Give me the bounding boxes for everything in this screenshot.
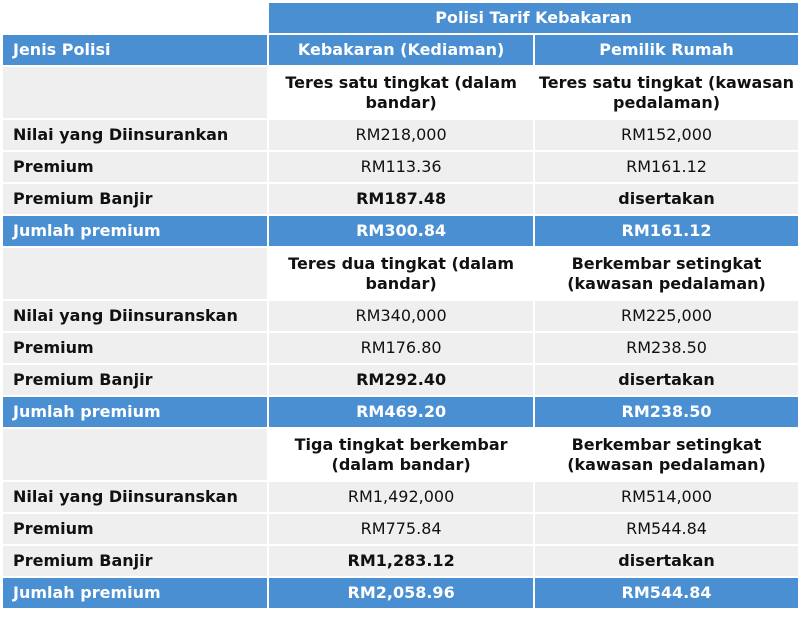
row-col1-value: RM176.80	[269, 333, 533, 363]
row-col2-value: disertakan	[535, 184, 798, 214]
table-row	[3, 152, 798, 182]
total-col2-value: RM544.84	[535, 578, 798, 608]
row-col2-value: disertakan	[535, 365, 798, 395]
row-col1-value: RM775.84	[269, 514, 533, 544]
empty-type-cell	[3, 67, 267, 118]
row-col2-value: RM514,000	[535, 482, 798, 512]
row-label: Nilai yang Diinsuranskan	[3, 301, 267, 331]
row-label: Premium	[3, 152, 267, 182]
row-col1-value: RM340,000	[269, 301, 533, 331]
row-col2-value: disertakan	[535, 546, 798, 576]
row-col1-value: RM292.40	[269, 365, 533, 395]
section-2-type-row	[3, 248, 798, 299]
total-col1-value: RM300.84	[269, 216, 533, 246]
row-col1-value: RM218,000	[269, 120, 533, 150]
table-row	[3, 482, 798, 512]
row-col2-value: RM152,000	[535, 120, 798, 150]
empty-type-cell	[3, 429, 267, 480]
header-label: Jenis Polisi	[3, 35, 267, 65]
total-col2-value: RM161.12	[535, 216, 798, 246]
row-col2-value: RM161.12	[535, 152, 798, 182]
total-label: Jumlah premium	[3, 578, 267, 608]
row-col2-value: RM225,000	[535, 301, 798, 331]
row-label: Premium Banjir	[3, 184, 267, 214]
table-row	[3, 120, 798, 150]
header-col2: Pemilik Rumah	[535, 35, 798, 65]
table-row	[3, 301, 798, 331]
section-3-col2-type: Berkembar setingkat (kawasan pedalaman)	[567, 434, 766, 474]
total-row	[3, 216, 798, 246]
tariff-table	[1, 1, 800, 610]
empty-type-cell	[3, 248, 267, 299]
section-1-col2-type: Teres satu tingkat (kawasan pedalaman)	[538, 72, 795, 112]
section-2-col1-type: Teres dua tingkat (dalam bandar)	[288, 253, 515, 293]
row-col2-value: RM544.84	[535, 514, 798, 544]
total-col1-value: RM2,058.96	[269, 578, 533, 608]
row-col1-value: RM1,283.12	[269, 546, 533, 576]
row-label: Premium	[3, 514, 267, 544]
total-row	[3, 397, 798, 427]
empty-corner-cell	[3, 3, 267, 33]
table-row	[3, 333, 798, 363]
header-row	[3, 35, 798, 65]
row-label: Nilai yang Diinsurankan	[3, 120, 267, 150]
total-label: Jumlah premium	[3, 397, 267, 427]
header-col1: Kebakaran (Kediaman)	[269, 35, 533, 65]
total-row	[3, 578, 798, 608]
row-col1-value: RM113.36	[269, 152, 533, 182]
table-row	[3, 546, 798, 576]
row-col2-value: RM238.50	[535, 333, 798, 363]
section-1-type-row	[3, 67, 798, 118]
row-label: Premium Banjir	[3, 546, 267, 576]
row-label: Premium	[3, 333, 267, 363]
total-col1-value: RM469.20	[269, 397, 533, 427]
section-3-type-row	[3, 429, 798, 480]
total-label: Jumlah premium	[3, 216, 267, 246]
total-col2-value: RM238.50	[535, 397, 798, 427]
row-label: Nilai yang Diinsuranskan	[3, 482, 267, 512]
title-row	[3, 3, 798, 33]
table-title: Polisi Tarif Kebakaran	[269, 3, 798, 33]
section-1-col1-type: Teres satu tingkat (dalam bandar)	[285, 72, 517, 112]
row-col1-value: RM1,492,000	[269, 482, 533, 512]
row-col1-value: RM187.48	[269, 184, 533, 214]
row-label: Premium Banjir	[3, 365, 267, 395]
table-row	[3, 514, 798, 544]
table-row	[3, 184, 798, 214]
section-2-col2-type: Berkembar setingkat (kawasan pedalaman)	[567, 253, 766, 293]
table-row	[3, 365, 798, 395]
section-3-col1-type: Tiga tingkat berkembar (dalam bandar)	[294, 434, 508, 474]
